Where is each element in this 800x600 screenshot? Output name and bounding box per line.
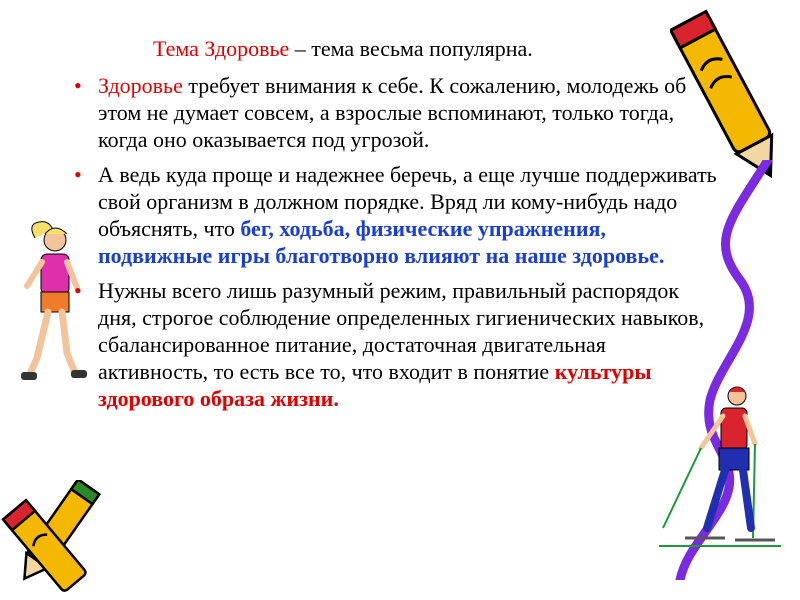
bullet-emphasis: бег, ходьба, физические упражнения, подвижные игры благотворно влияют на наше здоровье. — [98, 216, 665, 268]
bullet-text: требует внимания к себе. К сожалению, молодежь об этом не думает совсем, а взрослые вспоминают, только тогда, когда оно оказывается под угрозой. — [98, 73, 687, 152]
crayons-icon — [0, 480, 120, 600]
bullet-emphasis: культуры здорового образа жизни. — [98, 359, 652, 411]
bullet-list — [60, 72, 720, 420]
bullet-point-3 — [60, 277, 720, 412]
bullet-marker: • — [74, 73, 82, 98]
bullet-point-2 — [60, 161, 720, 269]
bullet-point-1 — [60, 72, 720, 153]
heading-rest: – тема весьма популярна. — [289, 36, 533, 61]
slide-heading — [153, 36, 533, 62]
bullet-marker: • — [74, 278, 82, 303]
bullet-text: А ведь куда проще и надежнее беречь, а еще лучше поддерживать свой организм в должном порядке. Вряд ли кому-нибудь надо объяснять, что — [98, 162, 717, 241]
bullet-text: Нужны всего лишь разумный режим, правильный распорядок дня, строгое соблюдение определенных гигиенических навыков, сбалансированное питание, достаточная двигательная активность, то есть все то, что входит в понятие — [98, 278, 705, 384]
heading-bold: Тема Здоровье — [153, 36, 290, 61]
bullet-marker: • — [74, 162, 82, 187]
bullet-highlight: Здоровье — [98, 73, 183, 98]
